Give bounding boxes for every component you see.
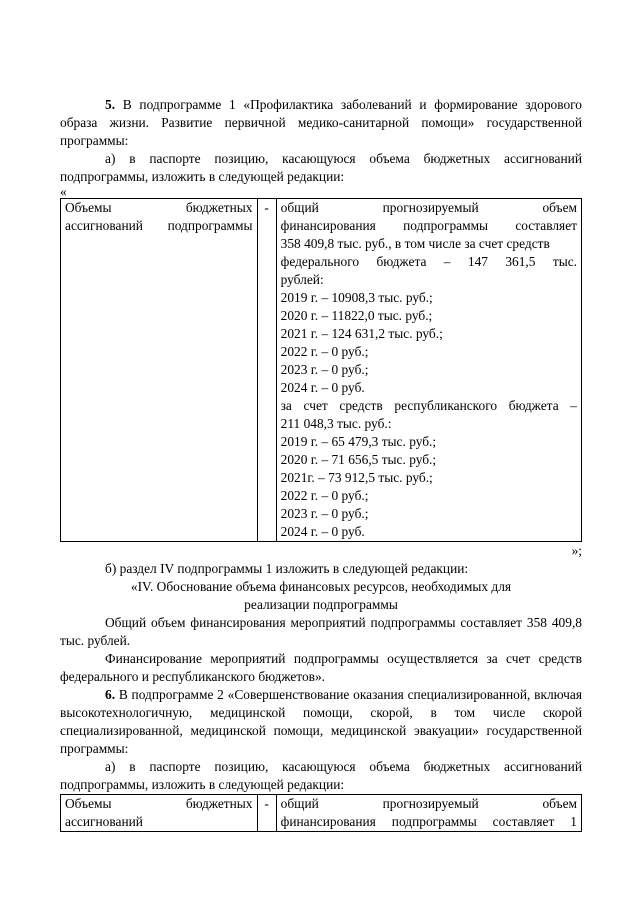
budget-table-subprogram2: [60, 794, 582, 832]
value-line: 2023 г. – 0 руб.;: [280, 362, 369, 377]
table1-open-quote: «: [60, 184, 67, 199]
section6-number: 6.: [105, 687, 116, 702]
section6-intro: 6. В подпрограмме 2 «Совершенствование оказания специализированной, включая высокотехнологичную, медицинской помощи, скорой, в том числе скорой специализированной, медицинской помощи, медицинской эвакуации» государственной программы:: [60, 687, 582, 756]
value-line: общий прогнозируемый объем: [280, 796, 577, 811]
table2-value-cell: [276, 795, 581, 832]
value-line: финансирования подпрограммы составляет 1: [280, 814, 577, 829]
value-line: 2020 г. – 71 656,5 тыс. руб.;: [280, 452, 437, 467]
table1-value-cell: [276, 199, 581, 542]
financing-paragraph: Общий объем финансирования мероприятий подпрограммы составляет 358 409,8 тыс. рублей.: [60, 615, 582, 648]
section5-item-b: б) раздел IV подпрограммы 1 изложить в следующей редакции:: [105, 561, 469, 576]
value-line: 2023 г. – 0 руб.;: [280, 506, 369, 521]
section5-item-a: а) в паспорте позицию, касающуюся объема бюджетных ассигнований подпрограммы, изложить в следующей редакции:: [60, 151, 582, 184]
table-row: [61, 795, 582, 832]
funding-sources-paragraph: Финансирование мероприятий подпрограммы осуществляется за счет средств федерального и республиканского бюджетов».: [60, 651, 582, 684]
table1-label-cell: Объемы бюджетных ассигнований подпрограммы: [61, 199, 258, 542]
budget-table-subprogram1: [60, 198, 582, 542]
value-line: 2019 г. – 65 479,3 тыс. руб.;: [280, 434, 437, 449]
value-line: 2022 г. – 0 руб.;: [280, 488, 369, 503]
document-page: [60, 96, 582, 832]
table2-label-cell: Объемы бюджетных ассигнований: [61, 795, 258, 832]
table1-dash-cell: -: [257, 199, 276, 542]
section-heading-line1: «IV. Обоснование объема финансовых ресурсов, необходимых для: [130, 579, 512, 594]
value-line: 2019 г. – 10908,3 тыс. руб.;: [280, 290, 433, 305]
table-row: [61, 199, 582, 542]
table2-dash-cell: -: [257, 795, 276, 832]
value-line: рублей:: [280, 272, 324, 287]
value-line: 2022 г. – 0 руб.;: [280, 344, 369, 359]
value-line: за счет средств республиканского бюджета –: [280, 398, 577, 413]
table1-close-quote: »;: [571, 543, 582, 558]
section6-item-a: а) в паспорте позицию, касающуюся объема бюджетных ассигнований подпрограммы, изложить в следующей редакции:: [60, 759, 582, 792]
value-line: финансирования подпрограммы составляет: [280, 218, 577, 233]
value-line: 2021г. – 73 912,5 тыс. руб.;: [280, 470, 433, 485]
section5-number: 5.: [105, 97, 116, 112]
section-heading-line2: реализации подпрограммы: [244, 597, 398, 612]
value-line: 211 048,3 тыс. руб.:: [280, 416, 392, 431]
value-line: федерального бюджета – 147 361,5 тыс.: [280, 254, 577, 269]
value-line: 2024 г. – 0 руб.: [280, 524, 365, 539]
value-line: 2021 г. – 124 631,2 тыс. руб.;: [280, 326, 443, 341]
value-line: 358 409,8 тыс. руб., в том числе за счет средств: [280, 236, 550, 251]
value-line: 2024 г. – 0 руб.: [280, 380, 365, 395]
value-line: 2020 г. – 11822,0 тыс. руб.;: [280, 308, 433, 323]
value-line: общий прогнозируемый объем: [280, 200, 577, 215]
section5-intro: 5. В подпрограмме 1 «Профилактика заболеваний и формирование здорового образа жизни. Развитие первичной медико-санитарной помощи» государственной программы:: [60, 97, 582, 148]
